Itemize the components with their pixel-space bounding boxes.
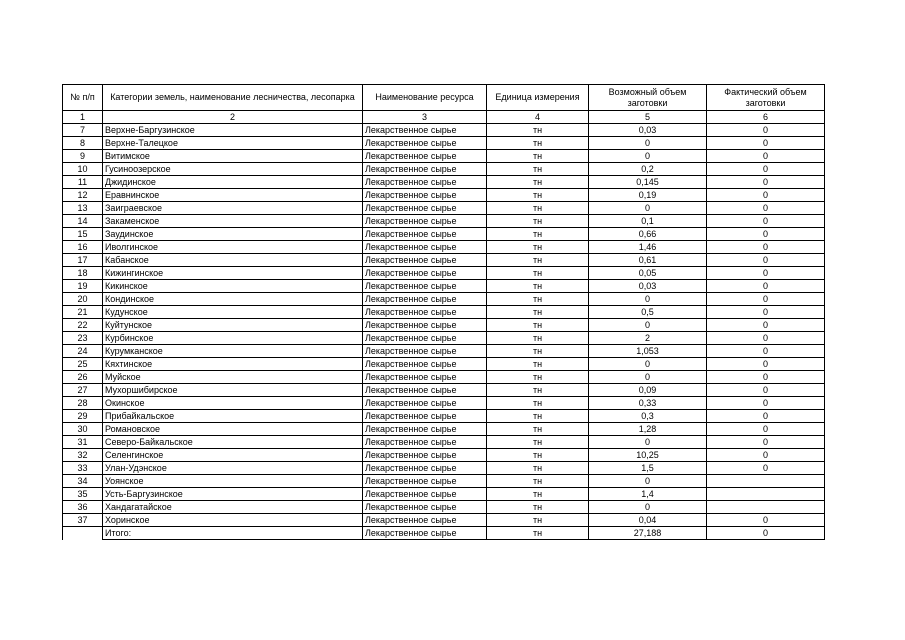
header-category: Категории земель, наименование лесничества, лесопарка (103, 85, 363, 111)
possible-volume-cell: 0,5 (589, 306, 707, 319)
possible-volume-cell: 0 (589, 293, 707, 306)
resource-name-cell: Лекарственное сырье (363, 137, 487, 150)
unit-cell: тн (487, 319, 589, 332)
unit-cell: тн (487, 371, 589, 384)
table-row (63, 501, 825, 514)
row-number-cell: 37 (63, 514, 103, 527)
header-actual-volume: Фактический объем заготовки (707, 85, 825, 111)
possible-volume-cell: 1,28 (589, 423, 707, 436)
unit-cell: тн (487, 241, 589, 254)
index-cell: 3 (363, 111, 487, 124)
header-row (63, 85, 825, 111)
forestry-name-cell: Кондинское (103, 293, 363, 306)
forestry-name-cell: Еравнинское (103, 189, 363, 202)
possible-volume-cell: 0,09 (589, 384, 707, 397)
possible-volume-cell: 0,33 (589, 397, 707, 410)
header-possible-volume: Возможный объем заготовки (589, 85, 707, 111)
table-row (63, 150, 825, 163)
row-number-cell: 27 (63, 384, 103, 397)
resource-name-cell: Лекарственное сырье (363, 345, 487, 358)
table-row (63, 124, 825, 137)
header-unit: Единица измерения (487, 85, 589, 111)
header-number: № п/п (63, 85, 103, 111)
row-number-cell: 9 (63, 150, 103, 163)
row-number-cell: 11 (63, 176, 103, 189)
row-number-cell: 22 (63, 319, 103, 332)
actual-volume-cell: 0 (707, 189, 825, 202)
actual-volume-cell: 0 (707, 241, 825, 254)
table-row (63, 371, 825, 384)
table-row (63, 306, 825, 319)
row-number-cell: 23 (63, 332, 103, 345)
forestry-name-cell: Мухоршибирское (103, 384, 363, 397)
unit-cell: тн (487, 163, 589, 176)
table-body (63, 111, 825, 540)
actual-volume-cell: 0 (707, 423, 825, 436)
table-row (63, 384, 825, 397)
header-resource: Наименование ресурса (363, 85, 487, 111)
possible-volume-cell: 0 (589, 202, 707, 215)
possible-volume-cell: 0 (589, 137, 707, 150)
index-cell: 2 (103, 111, 363, 124)
resource-name-cell: Лекарственное сырье (363, 306, 487, 319)
resource-name-cell: Лекарственное сырье (363, 267, 487, 280)
row-number-cell: 13 (63, 202, 103, 215)
possible-volume-cell: 0,61 (589, 254, 707, 267)
forestry-name-cell: Джидинское (103, 176, 363, 189)
total-unit-cell: тн (487, 527, 589, 540)
actual-volume-cell: 0 (707, 124, 825, 137)
possible-volume-cell: 0,66 (589, 228, 707, 241)
unit-cell: тн (487, 293, 589, 306)
unit-cell: тн (487, 332, 589, 345)
actual-volume-cell: 0 (707, 345, 825, 358)
actual-volume-cell: 0 (707, 163, 825, 176)
table-row (63, 462, 825, 475)
resource-name-cell: Лекарственное сырье (363, 371, 487, 384)
total-label-cell: Итого: (103, 527, 363, 540)
row-number-cell: 18 (63, 267, 103, 280)
table-row (63, 514, 825, 527)
actual-volume-cell: 0 (707, 306, 825, 319)
resource-name-cell: Лекарственное сырье (363, 163, 487, 176)
table-row (63, 202, 825, 215)
unit-cell: тн (487, 462, 589, 475)
row-number-cell: 29 (63, 410, 103, 423)
table-row (63, 228, 825, 241)
resource-name-cell: Лекарственное сырье (363, 449, 487, 462)
forestry-name-cell: Хандагатайское (103, 501, 363, 514)
forestry-name-cell: Верхне-Баргузинское (103, 124, 363, 137)
forestry-name-cell: Курбинское (103, 332, 363, 345)
forestry-name-cell: Иволгинское (103, 241, 363, 254)
resource-name-cell: Лекарственное сырье (363, 423, 487, 436)
total-possible-cell: 27,188 (589, 527, 707, 540)
table-row (63, 215, 825, 228)
actual-volume-cell: 0 (707, 215, 825, 228)
table-row (63, 241, 825, 254)
index-cell: 4 (487, 111, 589, 124)
unit-cell: тн (487, 436, 589, 449)
resource-name-cell: Лекарственное сырье (363, 124, 487, 137)
unit-cell: тн (487, 514, 589, 527)
unit-cell: тн (487, 202, 589, 215)
resource-name-cell: Лекарственное сырье (363, 501, 487, 514)
row-number-cell: 7 (63, 124, 103, 137)
table-row (63, 293, 825, 306)
forestry-name-cell: Окинское (103, 397, 363, 410)
row-number-cell: 30 (63, 423, 103, 436)
possible-volume-cell: 0 (589, 371, 707, 384)
unit-cell: тн (487, 345, 589, 358)
forestry-name-cell: Муйское (103, 371, 363, 384)
unit-cell: тн (487, 215, 589, 228)
unit-cell: тн (487, 397, 589, 410)
index-cell: 1 (63, 111, 103, 124)
resource-name-cell: Лекарственное сырье (363, 358, 487, 371)
row-number-cell: 26 (63, 371, 103, 384)
possible-volume-cell: 0 (589, 319, 707, 332)
row-number-cell: 20 (63, 293, 103, 306)
possible-volume-cell: 1,4 (589, 488, 707, 501)
row-number-cell: 12 (63, 189, 103, 202)
forestry-name-cell: Витимское (103, 150, 363, 163)
forestry-name-cell: Кяхтинское (103, 358, 363, 371)
unit-cell: тн (487, 280, 589, 293)
unit-cell: тн (487, 501, 589, 514)
row-number-cell: 15 (63, 228, 103, 241)
resource-name-cell: Лекарственное сырье (363, 488, 487, 501)
forestry-name-cell: Заиграевское (103, 202, 363, 215)
forestry-name-cell: Усть-Баргузинское (103, 488, 363, 501)
row-number-cell: 10 (63, 163, 103, 176)
resource-name-cell: Лекарственное сырье (363, 189, 487, 202)
row-number-cell: 31 (63, 436, 103, 449)
unit-cell: тн (487, 488, 589, 501)
index-row (63, 111, 825, 124)
row-number-cell: 36 (63, 501, 103, 514)
possible-volume-cell: 0,03 (589, 124, 707, 137)
row-number-cell: 34 (63, 475, 103, 488)
possible-volume-cell: 2 (589, 332, 707, 345)
possible-volume-cell: 0 (589, 501, 707, 514)
resource-name-cell: Лекарственное сырье (363, 293, 487, 306)
forestry-name-cell: Прибайкальское (103, 410, 363, 423)
row-number-cell: 16 (63, 241, 103, 254)
forestry-name-cell: Кижингинское (103, 267, 363, 280)
resource-name-cell: Лекарственное сырье (363, 150, 487, 163)
row-number-cell: 25 (63, 358, 103, 371)
unit-cell: тн (487, 254, 589, 267)
unit-cell: тн (487, 150, 589, 163)
forestry-name-cell: Северо-Байкальское (103, 436, 363, 449)
resource-name-cell: Лекарственное сырье (363, 462, 487, 475)
row-number-cell: 32 (63, 449, 103, 462)
unit-cell: тн (487, 423, 589, 436)
table-row (63, 358, 825, 371)
unit-cell: тн (487, 176, 589, 189)
resource-name-cell: Лекарственное сырье (363, 241, 487, 254)
possible-volume-cell: 0 (589, 150, 707, 163)
forestry-name-cell: Заудинское (103, 228, 363, 241)
forestry-name-cell: Верхне-Талецкое (103, 137, 363, 150)
actual-volume-cell: 0 (707, 202, 825, 215)
forestry-name-cell: Романовское (103, 423, 363, 436)
table-row (63, 449, 825, 462)
actual-volume-cell (707, 488, 825, 501)
table-row (63, 280, 825, 293)
forestry-name-cell: Хоринское (103, 514, 363, 527)
table-row (63, 267, 825, 280)
total-row (63, 527, 825, 540)
possible-volume-cell: 0 (589, 436, 707, 449)
resource-name-cell: Лекарственное сырье (363, 514, 487, 527)
table-row (63, 410, 825, 423)
actual-volume-cell: 0 (707, 150, 825, 163)
total-resource-cell: Лекарственное сырье (363, 527, 487, 540)
row-number-cell: 24 (63, 345, 103, 358)
table-row (63, 319, 825, 332)
row-number-cell: 8 (63, 137, 103, 150)
table-row (63, 176, 825, 189)
possible-volume-cell: 0 (589, 358, 707, 371)
actual-volume-cell: 0 (707, 514, 825, 527)
row-number-cell: 19 (63, 280, 103, 293)
actual-volume-cell: 0 (707, 449, 825, 462)
table-row (63, 475, 825, 488)
unit-cell: тн (487, 189, 589, 202)
table-row (63, 332, 825, 345)
actual-volume-cell: 0 (707, 371, 825, 384)
unit-cell: тн (487, 306, 589, 319)
actual-volume-cell: 0 (707, 397, 825, 410)
possible-volume-cell: 0,1 (589, 215, 707, 228)
table-row (63, 189, 825, 202)
table-row (63, 423, 825, 436)
table-row (63, 163, 825, 176)
total-actual-cell: 0 (707, 527, 825, 540)
possible-volume-cell: 1,053 (589, 345, 707, 358)
resource-name-cell: Лекарственное сырье (363, 397, 487, 410)
index-cell: 5 (589, 111, 707, 124)
possible-volume-cell: 0,03 (589, 280, 707, 293)
possible-volume-cell: 0,19 (589, 189, 707, 202)
table-row (63, 254, 825, 267)
forestry-name-cell: Кудунское (103, 306, 363, 319)
unit-cell: тн (487, 124, 589, 137)
unit-cell: тн (487, 358, 589, 371)
actual-volume-cell (707, 501, 825, 514)
actual-volume-cell: 0 (707, 436, 825, 449)
actual-volume-cell: 0 (707, 332, 825, 345)
resource-name-cell: Лекарственное сырье (363, 228, 487, 241)
row-number-cell: 14 (63, 215, 103, 228)
possible-volume-cell: 0 (589, 475, 707, 488)
actual-volume-cell: 0 (707, 280, 825, 293)
resource-name-cell: Лекарственное сырье (363, 202, 487, 215)
actual-volume-cell: 0 (707, 267, 825, 280)
forestry-name-cell: Куйтунское (103, 319, 363, 332)
resource-name-cell: Лекарственное сырье (363, 176, 487, 189)
unit-cell: тн (487, 137, 589, 150)
row-number-cell: 35 (63, 488, 103, 501)
possible-volume-cell: 0,05 (589, 267, 707, 280)
forestry-name-cell: Кикинское (103, 280, 363, 293)
possible-volume-cell: 0,3 (589, 410, 707, 423)
row-number-cell: 21 (63, 306, 103, 319)
row-number-cell: 28 (63, 397, 103, 410)
actual-volume-cell: 0 (707, 293, 825, 306)
resource-name-cell: Лекарственное сырье (363, 384, 487, 397)
row-number-cell: 33 (63, 462, 103, 475)
forestry-name-cell: Уоянское (103, 475, 363, 488)
resource-name-cell: Лекарственное сырье (363, 215, 487, 228)
forestry-name-cell: Улан-Удэнское (103, 462, 363, 475)
resource-name-cell: Лекарственное сырье (363, 475, 487, 488)
resource-name-cell: Лекарственное сырье (363, 332, 487, 345)
actual-volume-cell (707, 475, 825, 488)
row-number-cell: 17 (63, 254, 103, 267)
unit-cell: тн (487, 267, 589, 280)
actual-volume-cell: 0 (707, 410, 825, 423)
actual-volume-cell: 0 (707, 319, 825, 332)
resource-name-cell: Лекарственное сырье (363, 410, 487, 423)
possible-volume-cell: 0,145 (589, 176, 707, 189)
forestry-name-cell: Гусиноозерское (103, 163, 363, 176)
actual-volume-cell: 0 (707, 462, 825, 475)
resource-name-cell: Лекарственное сырье (363, 319, 487, 332)
possible-volume-cell: 1,5 (589, 462, 707, 475)
table-row (63, 488, 825, 501)
possible-volume-cell: 1,46 (589, 241, 707, 254)
unit-cell: тн (487, 384, 589, 397)
actual-volume-cell: 0 (707, 176, 825, 189)
forestry-name-cell: Закаменское (103, 215, 363, 228)
unit-cell: тн (487, 475, 589, 488)
actual-volume-cell: 0 (707, 137, 825, 150)
actual-volume-cell: 0 (707, 254, 825, 267)
possible-volume-cell: 10,25 (589, 449, 707, 462)
actual-volume-cell: 0 (707, 358, 825, 371)
actual-volume-cell: 0 (707, 228, 825, 241)
forestry-name-cell: Селенгинское (103, 449, 363, 462)
index-cell: 6 (707, 111, 825, 124)
actual-volume-cell: 0 (707, 384, 825, 397)
unit-cell: тн (487, 410, 589, 423)
forestry-name-cell: Курумканское (103, 345, 363, 358)
forestry-name-cell: Кабанское (103, 254, 363, 267)
unit-cell: тн (487, 228, 589, 241)
resource-name-cell: Лекарственное сырье (363, 436, 487, 449)
resource-name-cell: Лекарственное сырье (363, 280, 487, 293)
resource-name-cell: Лекарственное сырье (363, 254, 487, 267)
table-row (63, 436, 825, 449)
harvest-table (62, 84, 825, 540)
table-row (63, 137, 825, 150)
table-row (63, 345, 825, 358)
total-number-cell (63, 527, 103, 540)
unit-cell: тн (487, 449, 589, 462)
table-row (63, 397, 825, 410)
possible-volume-cell: 0,04 (589, 514, 707, 527)
possible-volume-cell: 0,2 (589, 163, 707, 176)
